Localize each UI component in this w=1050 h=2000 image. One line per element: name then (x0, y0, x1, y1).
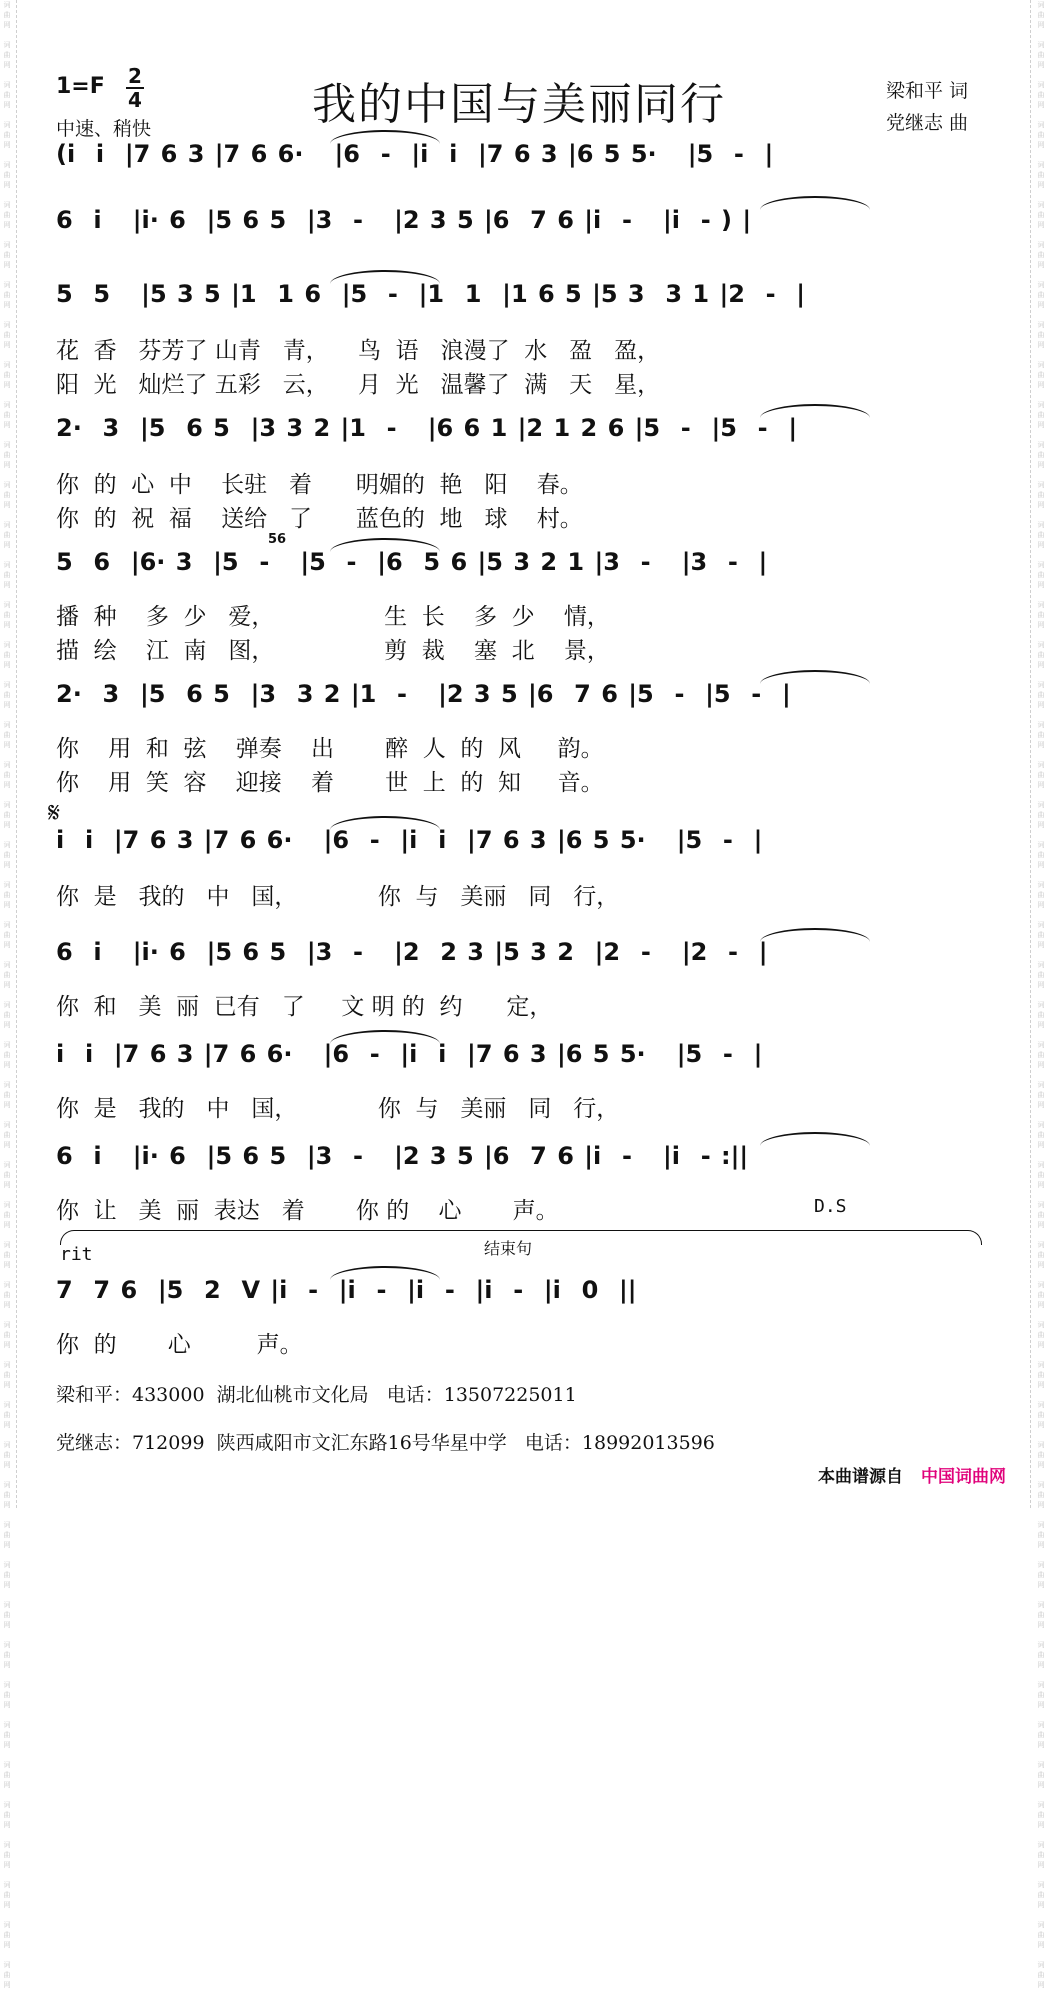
contact-lyricist: 梁和平：433000 湖北仙桃市文化局 电话：13507225011 (56, 1384, 577, 1406)
source-note (818, 1462, 1006, 1487)
notation-line: 2· 3 |5 6 5 |3 3 2 |1 - |6 6 1 |2 1 2 6 |5 - |5 - | (56, 414, 798, 442)
notation-line: 7 7 6 |5 2 V |i - |i - |i - |i - |i 0 || (56, 1276, 637, 1304)
lyric-line: 你 是 我的 中 国， 你 与 美丽 同 行， (56, 884, 620, 910)
lyric-line: 你 用 笑 容 迎接 着 世 上 的 知 音。 (56, 770, 604, 796)
lyric-line: 你 的 心 声。 (56, 1332, 303, 1358)
slur-mark (760, 1132, 870, 1146)
source-site-link[interactable]: 中国词曲网 (921, 1467, 1006, 1487)
right-dashed-border (1030, 0, 1031, 1508)
lyric-line: 阳 光 灿烂了 五彩 云， 月 光 温馨了 满 天 星， (56, 372, 661, 398)
notation-line: i i |7 6 3 |7 6 6· |6 - |i i |7 6 3 |6 5 5· |5 - | (56, 1040, 763, 1068)
notation-line: (i i |7 6 3 |7 6 6· |6 - |i i |7 6 3 |6 5 5· |5 - | (56, 140, 774, 168)
source-prefix: 本曲谱源自 (818, 1467, 903, 1487)
lyric-line: 你 的 心 中 长驻 着 明媚的 艳 阳 春。 (56, 472, 583, 498)
slur-mark (330, 538, 440, 552)
slur-mark (760, 670, 870, 684)
notation-line: 2· 3 |5 6 5 |3 3 2 |1 - |2 3 5 |6 7 6 |5 - |5 - | (56, 680, 791, 708)
lyric-line: 你 是 我的 中 国， 你 与 美丽 同 行， (56, 1096, 620, 1122)
song-title: 我的中国与美丽同行 (312, 79, 726, 130)
notation-line: 5 5 |5 3 5 |1 1 6 |5 - |1 1 |1 6 5 |5 3 3 1 |2 - | (56, 280, 806, 308)
slur-mark (760, 928, 870, 942)
notation-line: 5 6 |6· 3 |5 - |5 - |6 5 6 |5 3 2 1 |3 - |3 - | (56, 548, 768, 576)
ds-mark: D.S (814, 1196, 847, 1217)
slur-mark (330, 1030, 440, 1044)
lyric-line: 花 香 芬芳了 山青 青， 鸟 语 浪漫了 水 盈 盈， (56, 338, 661, 364)
composer-credit: 党继志 曲 (886, 112, 969, 134)
slur-mark (330, 1266, 440, 1280)
rit-mark: rit (60, 1244, 93, 1265)
watermark-text: 词 曲 网 词 曲 网 词 曲 网 词 曲 网 词 曲 网 词 曲 网 词 曲 网 词 曲 网 词 曲 网 词 曲 网 词 曲 网 词 曲 网 词 曲 网 词 曲 网 词 曲 网 词 曲 网 词 曲 网 词 曲 网 词 曲 网 词 曲 网 词 曲 网 词 曲 网 词 曲 网 词 曲 网 词 曲 网 词 曲 网 词 曲 网 词 曲 网 词 曲 网 词 曲 网 词 曲 网 词 曲 网 词 曲 网 词 曲 网 词 曲 网 词 曲 网 词 曲 网 词 曲 网 词 曲 网 词 曲 网 词 曲 网 词 曲 网 词 曲 网 词 曲 网 词 曲 网 词 曲 网 词 曲 网 词 曲 网 词 曲 网 词 曲 网 (3, 1, 11, 1989)
contact-composer: 党继志：712099 陕西咸阳市文汇东路16号华星中学 电话：18992013596 (56, 1432, 715, 1454)
segno-sign: 𝄋 (48, 796, 61, 829)
slur-mark (330, 816, 440, 830)
key-signature: 1=F (56, 74, 105, 99)
lyric-line: 播 种 多 少 爱， 生 长 多 少 情， (56, 604, 610, 630)
lyric-line: 你 让 美 丽 表达 着 你 的 心 声。 (56, 1198, 559, 1224)
tempo-marking: 中速、稍快 (56, 118, 152, 140)
ending-label: 结束句 (480, 1236, 536, 1259)
watermark-text: 词 曲 网 词 曲 网 词 曲 网 词 曲 网 词 曲 网 词 曲 网 词 曲 网 词 曲 网 词 曲 网 词 曲 网 词 曲 网 词 曲 网 词 曲 网 词 曲 网 词 曲 网 词 曲 网 词 曲 网 词 曲 网 词 曲 网 词 曲 网 词 曲 网 词 曲 网 词 曲 网 词 曲 网 词 曲 网 词 曲 网 词 曲 网 词 曲 网 词 曲 网 词 曲 网 词 曲 网 词 曲 网 词 曲 网 词 曲 网 词 曲 网 词 曲 网 词 曲 网 词 曲 网 词 曲 网 词 曲 网 词 曲 网 词 曲 网 词 曲 网 词 曲 网 词 曲 网 词 曲 网 词 曲 网 词 曲 网 词 曲 网 词 曲 网 (1037, 1, 1045, 1989)
left-dashed-border (16, 0, 17, 1508)
notation-line: 6 i |i· 6 |5 6 5 |3 - |2 3 5 |6 7 6 |i - |i - :|| (56, 1142, 749, 1170)
notation-line: i i |7 6 3 |7 6 6· |6 - |i i |7 6 3 |6 5 5· |5 - | (56, 826, 763, 854)
notation-line: 6 i |i· 6 |5 6 5 |3 - |2 3 5 |6 7 6 |i - |i - ) | (56, 206, 752, 234)
slur-mark (760, 196, 870, 210)
lyric-line: 你 的 祝 福 送给 了 蓝色的 地 球 村。 (56, 506, 583, 532)
slur-mark (330, 270, 440, 284)
grace-notes: 56 (268, 532, 287, 547)
lyric-line: 你 和 美 丽 已有 了 文 明 的 约 定， (56, 994, 553, 1020)
slur-mark (760, 404, 870, 418)
lyric-line: 描 绘 江 南 图， 剪 裁 塞 北 景， (56, 638, 610, 664)
right-watermark-strip (1034, 0, 1048, 1989)
time-signature (126, 66, 144, 110)
time-signature-top: 2 (128, 64, 142, 88)
notation-line: 6 i |i· 6 |5 6 5 |3 - |2 2 3 |5 3 2 |2 - |2 - | (56, 938, 768, 966)
slur-mark (330, 130, 440, 144)
time-signature-bottom: 4 (128, 88, 142, 112)
lyric-line: 你 用 和 弦 弹奏 出 醉 人 的 风 韵。 (56, 736, 604, 762)
left-watermark-strip (0, 0, 14, 1989)
lyricist-credit: 梁和平 词 (886, 80, 969, 102)
